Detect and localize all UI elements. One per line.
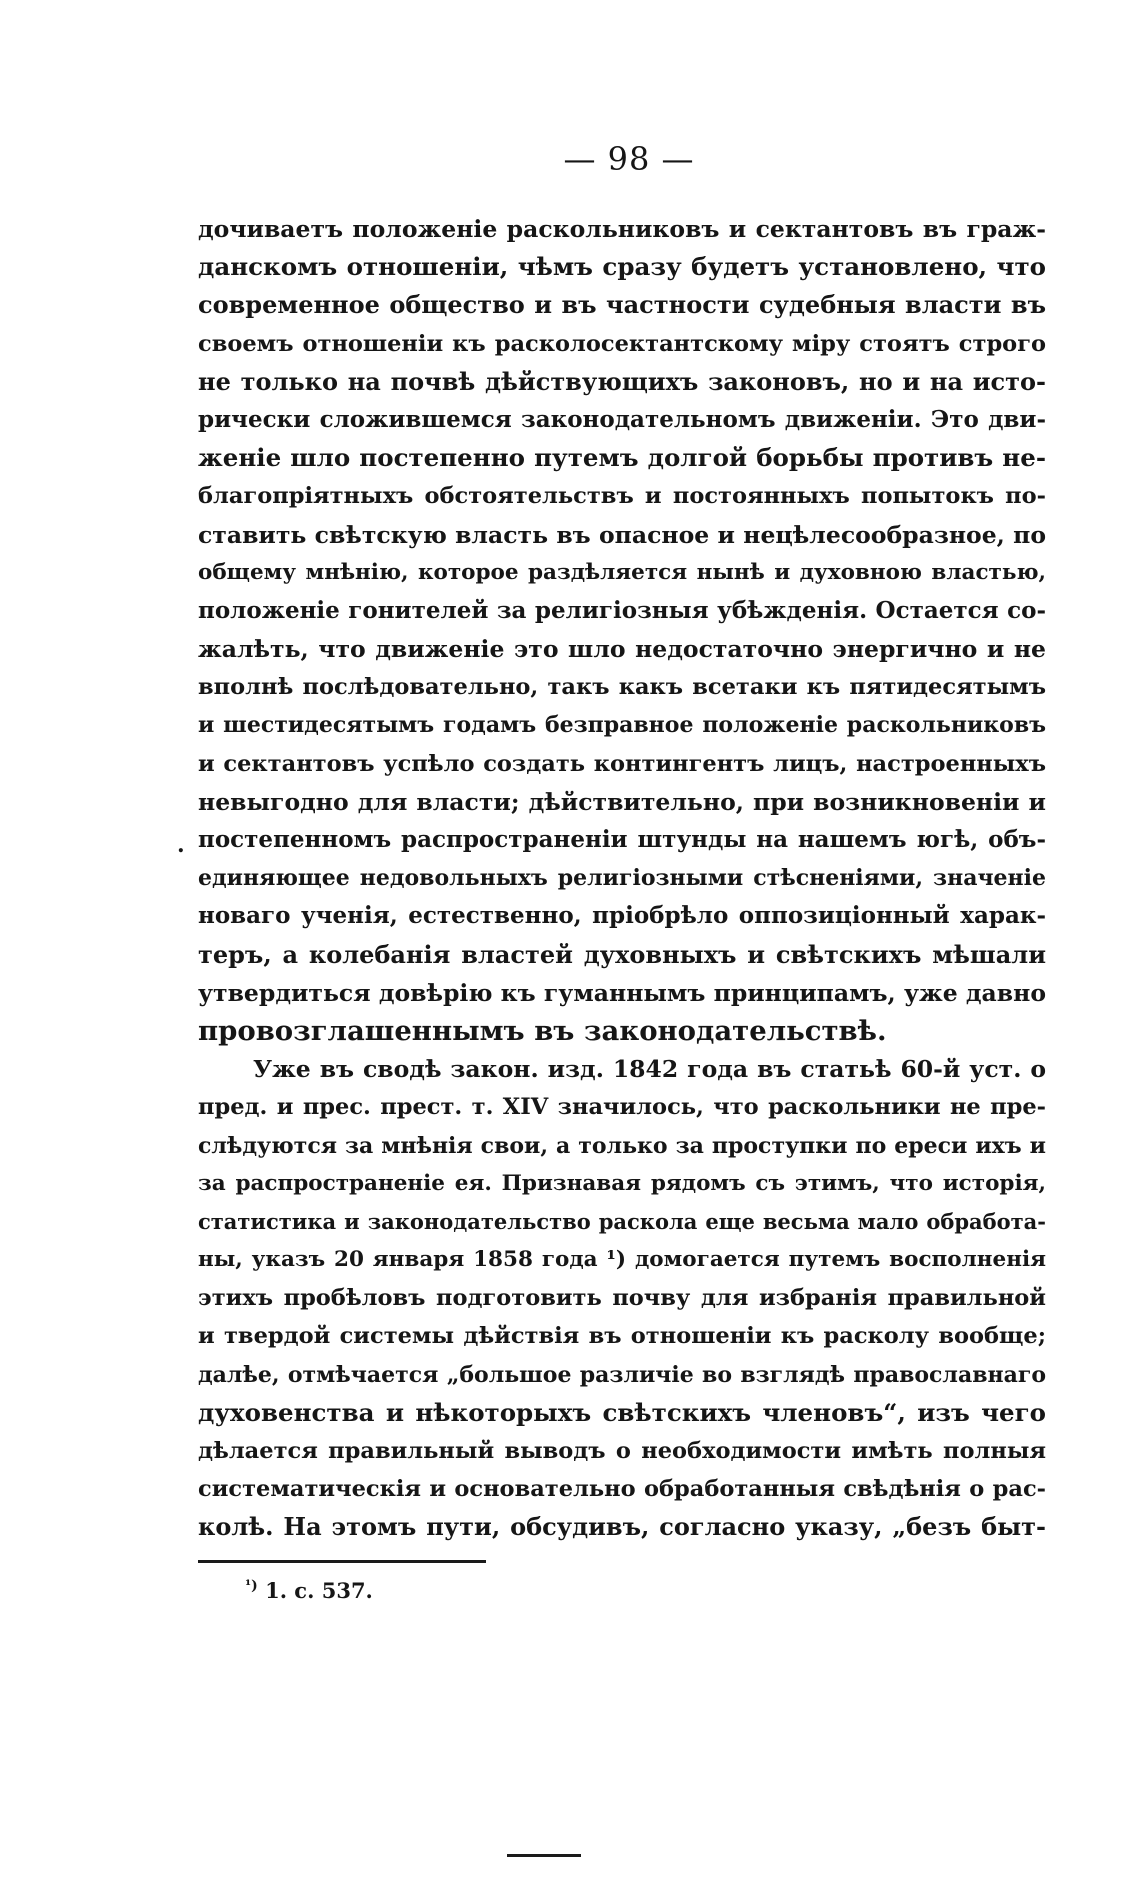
text-line: рически сложившемся законодательномъ движеніи. Это дви- [198, 405, 1046, 433]
text-line: пред. и прес. прест. т. XIV значилось, что раскольники не пре- [198, 1094, 1046, 1121]
text-line: духовенства и нѣкоторыхъ свѣтскихъ членовъ“, изъ чего [198, 1397, 1046, 1427]
text-line: и сектантовъ успѣло создать контингентъ лицъ, настроенныхъ [198, 750, 1046, 777]
text-line: слѣдуются за мнѣнія свои, а только за проступки по ереси ихъ и [198, 1132, 1046, 1159]
bottom-divider [507, 1854, 581, 1857]
text-line: колѣ. На этомъ пути, обсудивъ, согласно указу, „безъ быт- [198, 1512, 1046, 1542]
text-line: новаго ученія, естественно, пріобрѣло оппозиціонный харак- [198, 902, 1046, 930]
text-line: ны, указъ 20 января 1858 года ¹) домогается путемъ восполненія [198, 1247, 1046, 1273]
text-line: за распространеніе ея. Признавая рядомъ съ этимъ, что исторія, [198, 1170, 1046, 1196]
text-line: и твердой системы дѣйствія въ отношеніи къ расколу вообще; [198, 1323, 1046, 1350]
paragraph-start-line: Уже въ сводѣ закон. изд. 1842 года въ статьѣ 60-й уст. о [253, 1055, 1046, 1084]
text-line: благопріятныхъ обстоятельствъ и постоянныхъ попытокъ по- [198, 483, 1046, 510]
text-line: общему мнѣнію, которое раздѣляется нынѣ и духовною властью, [198, 559, 1046, 585]
text-line: постепенномъ распространеніи штунды на нашемъ югѣ, объ- [198, 826, 1046, 853]
text-line: современное общество и въ частности судебныя власти въ [198, 290, 1046, 320]
text-line: ставить свѣтскую власть въ опасное и нецѣлесообразное, по [198, 520, 1046, 549]
text-line: утвердиться довѣрію къ гуманнымъ принципамъ, уже давно [198, 978, 1046, 1007]
text-line: жалѣть, что движеніе это шло недостаточно энергично и не [198, 635, 1046, 664]
text-line: положеніе гонителей за религіозныя убѣжденія. Остается со- [198, 596, 1046, 624]
page-number: — 98 — [563, 140, 695, 178]
text-line: не только на почвѣ дѣйствующихъ законовъ, но и на исто- [198, 366, 1046, 396]
text-line: данскомъ отношеніи, чѣмъ сразу будетъ установлено, что [198, 252, 1046, 282]
text-line: и шестидесятымъ годамъ безправное положеніе раскольниковъ [198, 712, 1046, 739]
text-line: систематическія и основательно обработанныя свѣдѣнія о рас- [198, 1476, 1046, 1503]
text-line: дѣлается правильный выводъ о необходимости имѣть полныя [198, 1438, 1046, 1464]
text-line: дочиваетъ положеніе раскольниковъ и сектантовъ въ граж- [198, 215, 1046, 243]
text-line: своемъ отношеніи къ расколосектантскому міру стоятъ строго [198, 330, 1046, 357]
footnote-text: 1. с. 537. [265, 1578, 373, 1603]
text-line: единяющее недовольныхъ религіозными стѣсненіями, значеніе [198, 865, 1046, 892]
body-text [198, 210, 1046, 1547]
text-line: теръ, а колебанія властей духовныхъ и свѣтскихъ мѣшали [198, 939, 1046, 969]
text-line: далѣе, отмѣчается „большое различіе во взглядѣ православнаго [198, 1361, 1046, 1388]
margin-mark: . [177, 832, 185, 858]
text-line: этихъ пробѣловъ подготовить почву для избранія правильной [198, 1285, 1046, 1312]
text-line: вполнѣ послѣдовательно, такъ какъ всетаки къ пятидесятымъ [198, 674, 1046, 701]
footnote-divider [198, 1560, 486, 1563]
text-line: статистика и законодательство раскола еще весьма мало обработа- [198, 1208, 1046, 1234]
paragraph-end-line: провозглашеннымъ въ законодательствѣ. [198, 1014, 887, 1047]
text-line: невыгодно для власти; дѣйствительно, при возникновеніи и [198, 787, 1046, 816]
footnote-marker: ¹) [245, 1578, 258, 1594]
text-line: женіе шло постепенно путемъ долгой борьбы противъ не- [198, 443, 1046, 473]
footnote [245, 1578, 373, 1603]
